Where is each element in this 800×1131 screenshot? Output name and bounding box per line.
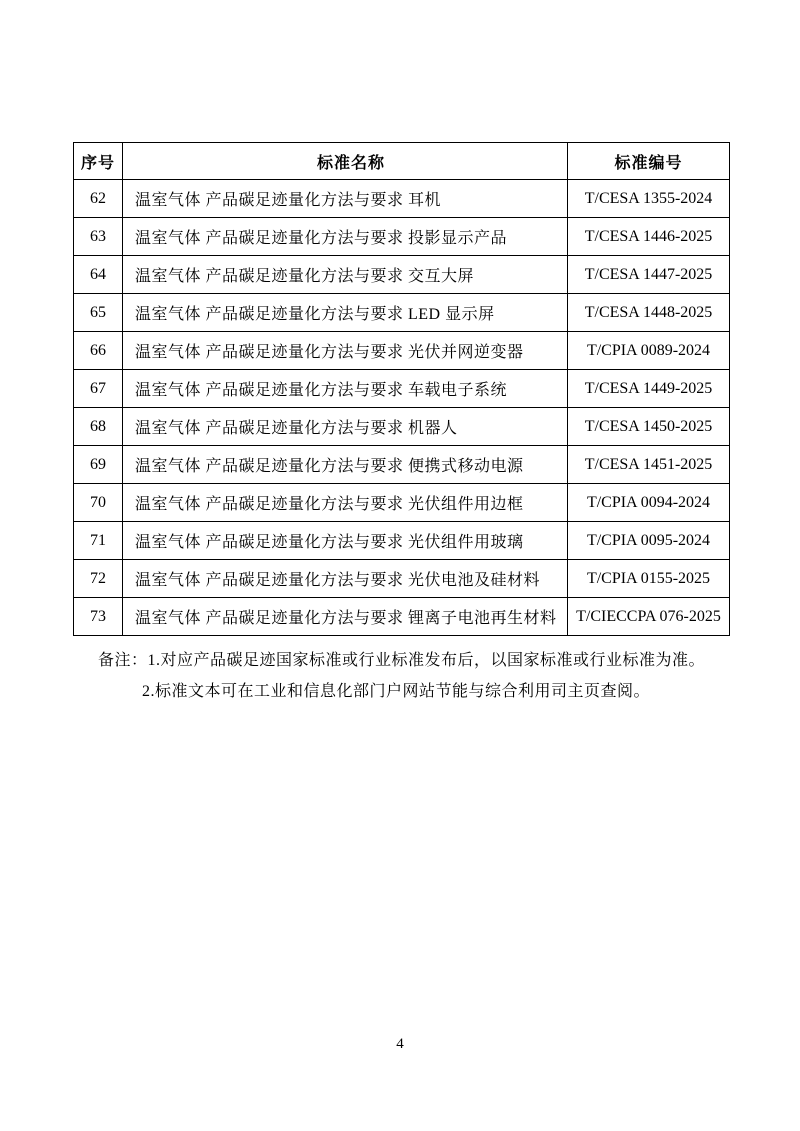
cell-serial-number: 66 <box>74 332 123 370</box>
cell-serial-number: 62 <box>74 180 123 218</box>
cell-standard-code: T/CPIA 0094-2024 <box>568 484 730 522</box>
standards-table-header <box>74 143 730 180</box>
cell-serial-number: 68 <box>74 408 123 446</box>
cell-serial-number: 73 <box>74 598 123 636</box>
table-row <box>74 560 730 598</box>
note-line-1 <box>98 645 738 676</box>
table-row <box>74 180 730 218</box>
cell-standard-name: 温室气体 产品碳足迹量化方法与要求 车载电子系统 <box>123 370 568 408</box>
header-row <box>74 143 730 180</box>
page-number: 4 <box>396 1036 404 1052</box>
cell-standard-name: 温室气体 产品碳足迹量化方法与要求 光伏并网逆变器 <box>123 332 568 370</box>
cell-serial-number: 63 <box>74 218 123 256</box>
cell-standard-code: T/CPIA 0089-2024 <box>568 332 730 370</box>
table-row <box>74 484 730 522</box>
header-standard-code: 标准编号 <box>568 143 730 180</box>
cell-standard-name: 温室气体 产品碳足迹量化方法与要求 光伏组件用玻璃 <box>123 522 568 560</box>
cell-standard-code: T/CESA 1448-2025 <box>568 294 730 332</box>
note-item-2: 2.标准文本可在工业和信息化部门户网站节能与综合利用司主页查阅。 <box>142 683 651 700</box>
cell-serial-number: 69 <box>74 446 123 484</box>
cell-standard-code: T/CPIA 0095-2024 <box>568 522 730 560</box>
header-serial-number: 序号 <box>74 143 123 180</box>
cell-serial-number: 70 <box>74 484 123 522</box>
notes-label: 备注： <box>98 652 148 669</box>
table-row <box>74 218 730 256</box>
standards-table <box>73 142 730 636</box>
cell-standard-code: T/CESA 1449-2025 <box>568 370 730 408</box>
cell-standard-name: 温室气体 产品碳足迹量化方法与要求 便携式移动电源 <box>123 446 568 484</box>
cell-standard-code: T/CIECCPA 076-2025 <box>568 598 730 636</box>
cell-standard-name: 温室气体 产品碳足迹量化方法与要求 投影显示产品 <box>123 218 568 256</box>
table-row <box>74 294 730 332</box>
table-row <box>74 256 730 294</box>
cell-standard-name: 温室气体 产品碳足迹量化方法与要求 LED 显示屏 <box>123 294 568 332</box>
table-row <box>74 446 730 484</box>
notes-block <box>98 645 738 707</box>
cell-standard-code: T/CESA 1451-2025 <box>568 446 730 484</box>
cell-standard-code: T/CPIA 0155-2025 <box>568 560 730 598</box>
table-row <box>74 370 730 408</box>
cell-serial-number: 64 <box>74 256 123 294</box>
standards-table-body <box>74 180 730 636</box>
table-row <box>74 522 730 560</box>
cell-standard-code: T/CESA 1447-2025 <box>568 256 730 294</box>
cell-serial-number: 65 <box>74 294 123 332</box>
cell-serial-number: 67 <box>74 370 123 408</box>
note-item-1: 1.对应产品碳足迹国家标准或行业标准发布后，以国家标准或行业标准为准。 <box>147 652 706 669</box>
cell-standard-name: 温室气体 产品碳足迹量化方法与要求 机器人 <box>123 408 568 446</box>
cell-standard-name: 温室气体 产品碳足迹量化方法与要求 耳机 <box>123 180 568 218</box>
cell-standard-code: T/CESA 1355-2024 <box>568 180 730 218</box>
cell-standard-name: 温室气体 产品碳足迹量化方法与要求 光伏组件用边框 <box>123 484 568 522</box>
cell-standard-name: 温室气体 产品碳足迹量化方法与要求 交互大屏 <box>123 256 568 294</box>
header-standard-name: 标准名称 <box>123 143 568 180</box>
cell-serial-number: 72 <box>74 560 123 598</box>
cell-serial-number: 71 <box>74 522 123 560</box>
cell-standard-code: T/CESA 1450-2025 <box>568 408 730 446</box>
cell-standard-code: T/CESA 1446-2025 <box>568 218 730 256</box>
table-row <box>74 332 730 370</box>
table-row <box>74 408 730 446</box>
note-line-2 <box>142 676 738 707</box>
cell-standard-name: 温室气体 产品碳足迹量化方法与要求 锂离子电池再生材料 <box>123 598 568 636</box>
table-row <box>74 598 730 636</box>
cell-standard-name: 温室气体 产品碳足迹量化方法与要求 光伏电池及硅材料 <box>123 560 568 598</box>
